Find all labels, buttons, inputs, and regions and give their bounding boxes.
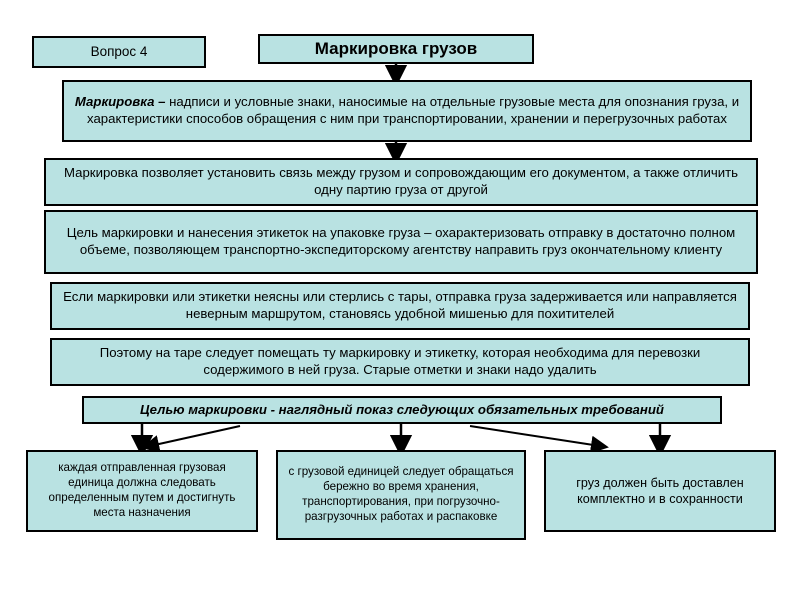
definition-box (62, 80, 752, 142)
question-label-box (32, 36, 206, 68)
requirement-text-3: груз должен быть доставлен комплектно и в сохранности (576, 475, 744, 506)
requirement-text-2: с грузовой единицей следует обращаться бережно во время хранения, транспортирования, при погрузочно-разгрузочных работах и распаковке (288, 465, 514, 523)
requirement-box-3 (544, 450, 776, 532)
requirement-text-1: каждая отправленная грузовая единица должна следовать определенным путем и достигнуть места назначения (48, 461, 236, 519)
requirement-box-2 (276, 450, 526, 540)
requirements-header-text: Целью маркировки - наглядный показ следующих обязательных требований (140, 401, 664, 417)
statement-text-4: Поэтому на таре следует помещать ту маркировку и этикетку, которая необходима для перевозки содержимого в ней груза. Старые отметки и знаки надо удалить (99, 345, 701, 377)
requirement-box-1 (26, 450, 258, 532)
statement-box-3 (50, 282, 750, 330)
statement-text-3: Если маркировки или этикетки неясны или стерлись с тары, отправка груза задерживается или направляется неверным маршрутом, становясь удобной мишенью для похитителей (63, 289, 737, 321)
statement-text-2: Цель маркировки и нанесения этикеток на упаковке груза – охарактеризовать отправку в достаточно полном объеме, позволяющем транспортно-экспедиторскому агентству направить груз окончательному клиенту (66, 225, 736, 257)
statement-box-2 (44, 210, 758, 274)
definition-lead: Маркировка – (74, 94, 166, 110)
question-label-text: Вопрос 4 (90, 44, 148, 60)
statement-text-1: Маркировка позволяет установить связь между грузом и сопровождающим его документом, а также отличить одну партию груза от другой (64, 165, 738, 197)
statement-box-1 (44, 158, 758, 206)
slide-title-box (258, 34, 534, 64)
definition-body: надписи и условные знаки, наносимые на отдельные грузовые места для опознания груза, и характеристики способов обращения с ним при транспортировании, хранении и перегрузочных работах (87, 94, 740, 126)
statement-box-4 (50, 338, 750, 386)
requirements-header-box (82, 396, 722, 424)
definition-text (70, 94, 744, 128)
slide-title-text: Маркировка грузов (314, 39, 478, 59)
